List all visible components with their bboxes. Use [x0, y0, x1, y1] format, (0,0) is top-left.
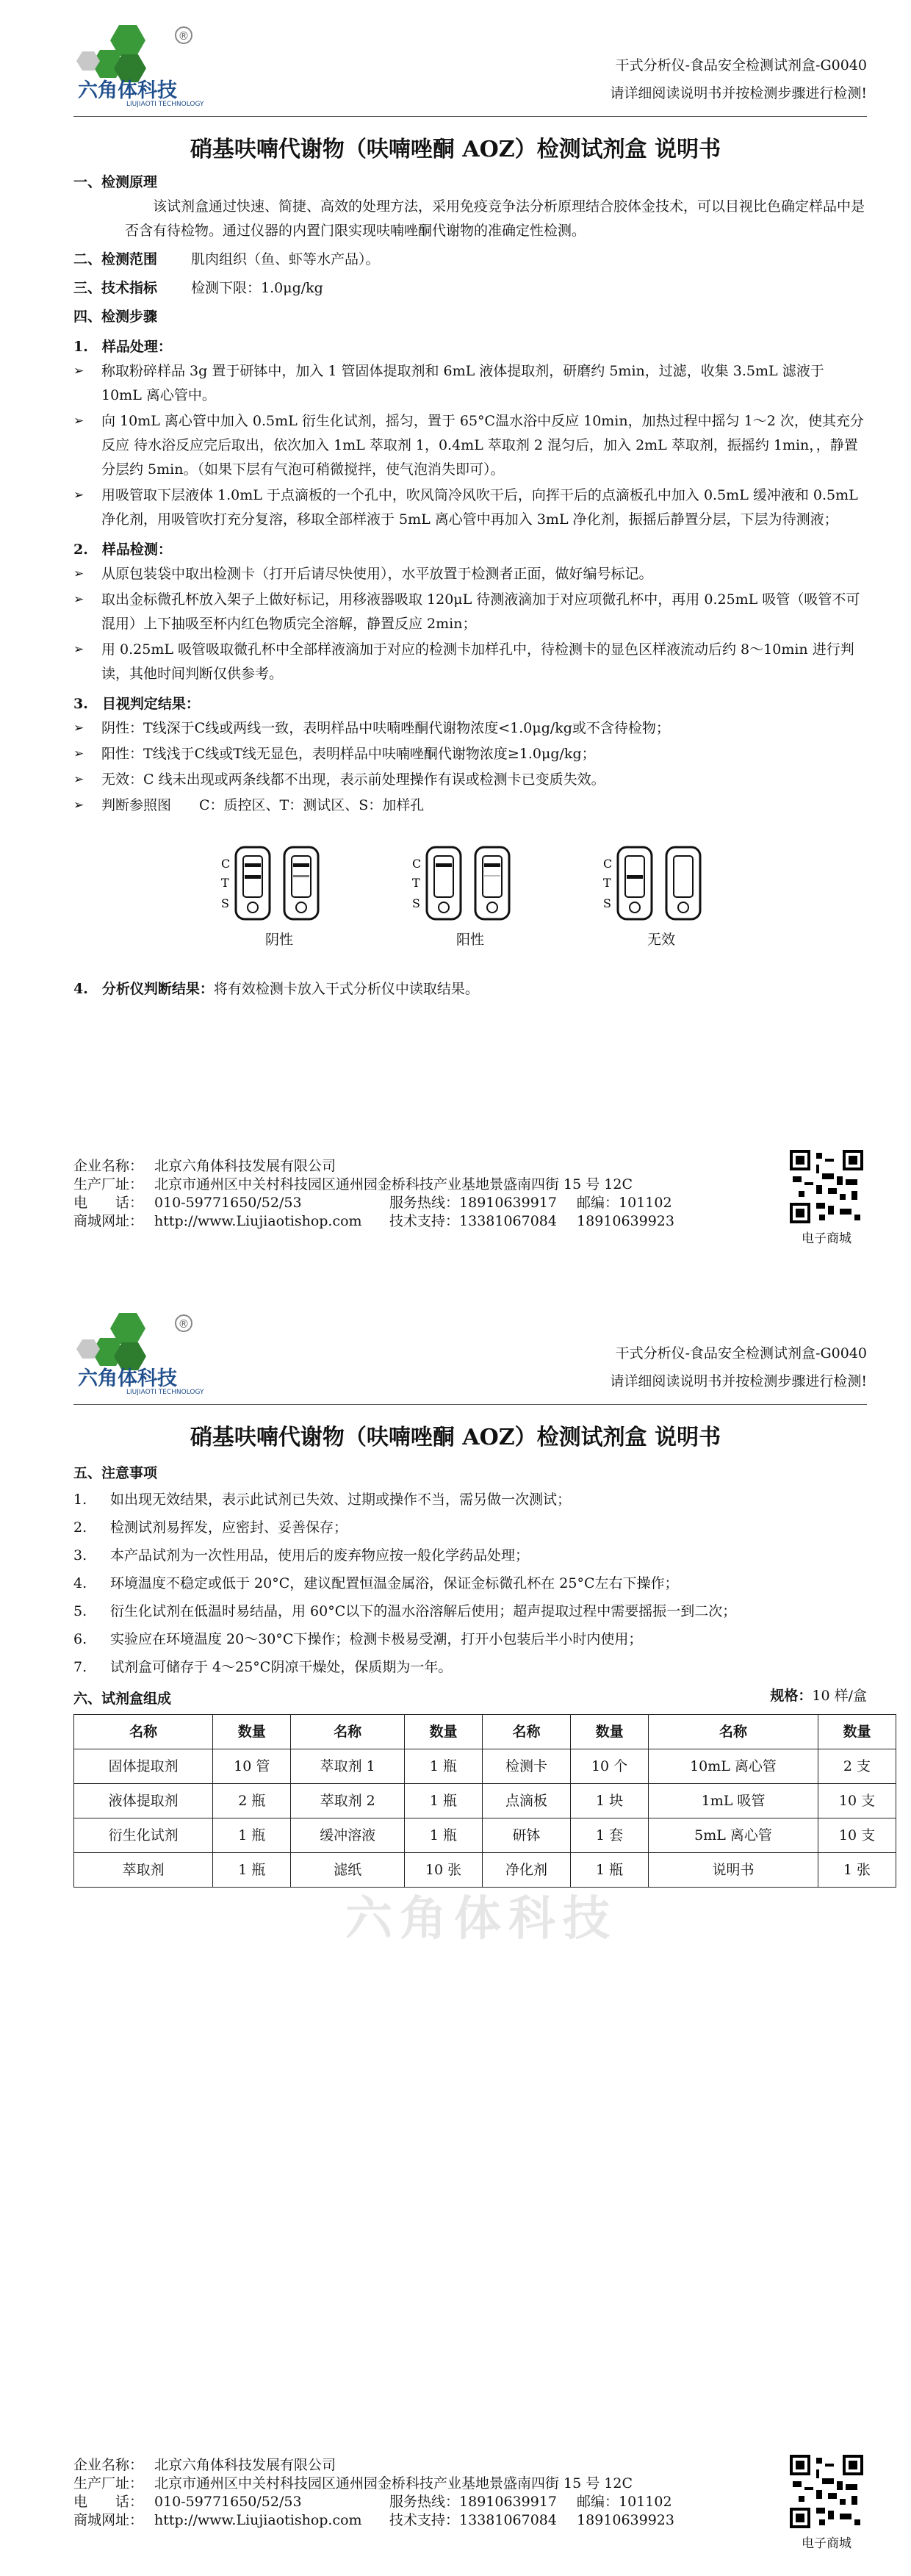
table-header-row: 名称 数量 名称 数量 名称 数量 名称 数量 — [74, 1715, 896, 1749]
step-3-title: 3. 目视判定结果： — [73, 696, 200, 712]
svg-text:六角体科技: 六角体科技 — [78, 79, 177, 102]
arrow-bullet-icon: ➢ — [73, 488, 84, 503]
svg-text:T: T — [412, 876, 420, 890]
section-3-body: 检测下限：1.0μg/kg — [191, 280, 323, 296]
page-1-content — [73, 168, 867, 1001]
document-title: 硝基呋喃代谢物（呋喃唑酮 AOZ）检测试剂盒 说明书 — [190, 1425, 721, 1450]
caption-positive: 阳性 — [455, 932, 484, 948]
table-row: 液体提取剂 2 瓶 萃取剂 2 1 瓶 点滴板 1 块 1mL 吸管 10 支 — [74, 1784, 896, 1818]
tech-support-1: 13381067084 — [459, 2512, 557, 2528]
section-3 — [73, 276, 867, 301]
table-row: 萃取剂 1 瓶 滤纸 10 张 净化剂 1 瓶 说明书 1 张 — [74, 1853, 896, 1888]
list-item: 5. 衍生化试剂在低温时易结晶，用 60°C以下的温水浴溶解后使用；超声提取过程中需要摇振一到二次； — [73, 1603, 737, 1619]
arrow-bullet-icon: ➢ — [73, 592, 84, 607]
figure-invalid — [599, 843, 724, 952]
list-item: ➢ 向 10mL 离心管中加入 0.5mL 衍生化试剂，摇匀，置于 65°C温水浴中反应 10min，加热过程中摇匀 1～2 次，使其充分反应 待水浴反应完后取出，依次加入 1mL 萃取剂 1，0.4mL 萃取剂 2 混匀后，加入 2mL 萃取剂，振摇约 1min，，静置分层约 5min。（如果下层有气泡可稍微搅拌，使气泡消失即可）。 — [73, 409, 867, 482]
shop-url[interactable]: http://www.Liujiaotishop.com — [154, 1213, 362, 1229]
kit-components-table — [73, 1714, 896, 1888]
brand-logo — [73, 21, 220, 109]
section-2-title: 二、检测范围 — [73, 251, 158, 267]
arrow-bullet-icon: ➢ — [73, 642, 84, 657]
section-4-title: 四、检测步骤 — [73, 309, 158, 325]
hexagon-logo-icon — [73, 21, 220, 109]
test-card-positive-icon — [408, 843, 533, 924]
header-divider — [73, 116, 867, 117]
figure-positive — [408, 843, 533, 952]
kit-title: 六、试剂盒组成 — [73, 1691, 172, 1707]
list-item: ➢ 阳性：T线浅于C线或T线无显色，表明样品中呋喃唑酮代谢物浓度≥1.0μg/kg； — [73, 742, 867, 766]
list-item: ➢ 判断参照图 C：质控区、T：测试区、S：加样孔 — [73, 794, 867, 818]
test-card-invalid-icon — [599, 843, 724, 924]
list-item: 4. 环境温度不稳定或低于 20°C，建议配置恒温金属浴，保证金标微孔杯在 25°C左右下操作； — [73, 1575, 679, 1591]
section-3-title: 三、技术指标 — [73, 280, 158, 296]
header-info — [610, 1339, 867, 1395]
header-line-2: 请详细阅读说明书并按检测步骤进行检测! — [610, 85, 867, 101]
svg-text:®: ® — [178, 1317, 190, 1331]
hexagon-logo-icon — [73, 1309, 220, 1397]
list-item: 2. 检测试剂易挥发，应密封、妥善保存； — [73, 1519, 348, 1536]
document-title: 硝基呋喃代谢物（呋喃唑酮 AOZ）检测试剂盒 说明书 — [190, 137, 721, 162]
telephone: 010-59771650/52/53 — [154, 2494, 302, 2510]
arrow-bullet-icon: ➢ — [73, 798, 84, 813]
section-1-title: 一、检测原理 — [73, 174, 158, 190]
step-4 — [73, 977, 867, 1001]
factory-address: 北京市通州区中关村科技园区通州园金桥科技产业基地景盛南四街 15 号 12C — [154, 2475, 633, 2492]
table-row: 衍生化试剂 1 瓶 缓冲溶液 1 瓶 研钵 1 套 5mL 离心管 10 支 — [74, 1818, 896, 1853]
svg-text:LIUJIAOTI TECHNOLOGY: LIUJIAOTI TECHNOLOGY — [126, 1389, 204, 1396]
list-item: ➢ 称取粉碎样品 3g 置于研钵中，加入 1 管固体提取剂和 6mL 液体提取剂，研磨约 5min，过滤，收集 3.5mL 滤液于 10mL 离心管中。 — [73, 359, 867, 408]
svg-text:C: C — [221, 857, 231, 871]
arrow-bullet-icon: ➢ — [73, 746, 84, 761]
service-hotline: 18910639917 — [459, 1195, 557, 1211]
list-item: ➢ 取出金标微孔杯放入架子上做好标记，用移液器吸取 120μL 待测液滴加于对应项微孔杯中，再用 0.25mL 吸管（吸管不可混用）上下抽吸至杯内红色物质完全溶解，静置反应 2min； — [73, 588, 867, 636]
caption-invalid: 无效 — [647, 932, 675, 948]
list-item: ➢ 从原包装袋中取出检测卡（打开后请尽快使用），水平放置于检测者正面，做好编号标记。 — [73, 562, 867, 586]
table-row: 固体提取剂 10 管 萃取剂 1 1 瓶 检测卡 10 个 10mL 离心管 2 支 — [74, 1749, 896, 1784]
postcode: 101102 — [619, 1195, 672, 1211]
qr-code[interactable] — [786, 1150, 867, 1246]
svg-text:®: ® — [178, 29, 190, 43]
svg-text:C: C — [603, 857, 613, 871]
list-item: ➢ 用 0.25mL 吸管吸取微孔杯中全部样液滴加于对应的检测卡加样孔中，待检测卡的显色区样液流动后约 8～10min 进行判读，其他时间判断仅供参考。 — [73, 638, 867, 686]
list-item: 7. 试剂盒可储存于 4～25°C阴凉干燥处，保质期为一年。 — [73, 1659, 453, 1675]
section-1-body: 该试剂盒通过快速、简捷、高效的处理方法，采用免疫竞争法分析原理结合胶体金技术，可以目视比色确定样品中是否含有待检物。通过仪器的内置门限实现呋喃唑酮代谢物的准确定性检测。 — [125, 198, 865, 239]
kit-spec: 规格：10 样/盒 — [770, 1688, 867, 1704]
header-info — [610, 51, 867, 107]
svg-text:T: T — [603, 876, 611, 890]
qr-code-icon — [790, 1150, 863, 1223]
factory-address: 北京市通州区中关村科技园区通州园金桥科技产业基地景盛南四街 15 号 12C — [154, 1176, 633, 1192]
svg-text:C: C — [412, 857, 422, 871]
list-item: 1. 如出现无效结果，表示此试剂已失效、过期或操作不当，需另做一次测试； — [73, 1492, 572, 1508]
notes-list — [73, 1486, 867, 1681]
svg-text:LIUJIAOTI TECHNOLOGY: LIUJIAOTI TECHNOLOGY — [126, 101, 204, 108]
footer-page-2: 企业名称： 北京六角体科技发展有限公司 生产厂址： 北京市通州区中关村科技园区通州园金桥科技产业基地景盛南四街 15 号 12C 电 话： 010-59771650/52/53 服务热线： 18910639917 邮编： 101102 商城网址： http://www.Liujiaotishop.com 技术支持： 13381067084 18910639923 — [73, 2457, 674, 2528]
watermark: 六角体科技 — [345, 1891, 617, 1946]
qr-code-icon — [790, 2455, 863, 2528]
figure-negative — [217, 843, 342, 952]
step-1-title: 1. 样品处理： — [73, 339, 172, 355]
company-name: 北京六角体科技发展有限公司 — [154, 1158, 336, 1174]
postcode: 101102 — [619, 2494, 672, 2510]
list-item: 6. 实验应在环境温度 20～30°C下操作；检测卡极易受潮，打开小包装后半小时内使用； — [73, 1631, 643, 1647]
header-line-1: 干式分析仪-食品安全检测试剂盒-G0040 — [615, 1345, 867, 1361]
step-4-title: 4. 分析仪判断结果： — [73, 981, 214, 997]
svg-text:六角体科技: 六角体科技 — [78, 1367, 177, 1390]
header-line-1: 干式分析仪-食品安全检测试剂盒-G0040 — [615, 57, 867, 73]
notes-title: 五、注意事项 — [73, 1465, 158, 1481]
qr-caption: 电子商城 — [802, 2536, 851, 2551]
list-item: ➢ 用吸管取下层液体 1.0mL 于点滴板的一个孔中，吹风筒冷风吹干后，向挥干后的点滴板孔中加入 0.5mL 缓冲液和 0.5mL 净化剂，用吸管吹打充分复溶，移取全部样液于 5mL 离心管中再加入 3mL 净化剂，振摇后静置分层，下层为待测液； — [73, 483, 867, 532]
qr-caption: 电子商城 — [802, 1231, 851, 1246]
tech-support-2: 18910639923 — [577, 1213, 674, 1229]
list-item: ➢ 阴性：T线深于C线或两线一致，表明样品中呋喃唑酮代谢物浓度<1.0μg/kg或不含待检物； — [73, 716, 867, 741]
telephone: 010-59771650/52/53 — [154, 1195, 302, 1211]
header-line-2: 请详细阅读说明书并按检测步骤进行检测! — [610, 1373, 867, 1389]
svg-text:T: T — [221, 876, 229, 890]
list-item: ➢ 无效：C 线未出现或两条线都不出现，表示前处理操作有误或检测卡已变质失效。 — [73, 768, 867, 792]
tech-support-2: 18910639923 — [577, 2512, 674, 2528]
test-card-negative-icon — [217, 843, 342, 924]
footer-page-1: 企业名称： 北京六角体科技发展有限公司 生产厂址： 北京市通州区中关村科技园区通州园金桥科技产业基地景盛南四街 15 号 12C 电 话： 010-59771650/52/53 服务热线： 18910639917 邮编： 101102 商城网址： http://www.Liujiaotishop.com 技术支持： 13381067084 18910639923 — [73, 1158, 674, 1229]
company-name: 北京六角体科技发展有限公司 — [154, 2457, 336, 2473]
step-2-title: 2. 样品检测： — [73, 542, 172, 558]
arrow-bullet-icon: ➢ — [73, 721, 84, 735]
service-hotline: 18910639917 — [459, 2494, 557, 2510]
shop-url[interactable]: http://www.Liujiaotishop.com — [154, 2512, 362, 2528]
judgement-reference-figure — [73, 843, 867, 952]
header-divider — [73, 1404, 867, 1405]
caption-negative: 阴性 — [264, 932, 293, 948]
arrow-bullet-icon: ➢ — [73, 772, 84, 787]
list-item: 3. 本产品试剂为一次性用品，使用后的废弃物应按一般化学药品处理； — [73, 1547, 530, 1564]
section-2 — [73, 248, 867, 272]
svg-text:S: S — [412, 896, 420, 910]
arrow-bullet-icon: ➢ — [73, 566, 84, 581]
step-4-body: 将有效检测卡放入干式分析仪中读取结果。 — [213, 981, 479, 997]
tech-support-1: 13381067084 — [459, 1213, 557, 1229]
arrow-bullet-icon: ➢ — [73, 364, 84, 378]
kit-header — [73, 1684, 867, 1711]
arrow-bullet-icon: ➢ — [73, 414, 84, 428]
page-2-content — [73, 1458, 876, 1888]
brand-logo — [73, 1309, 220, 1397]
section-2-body: 肌肉组织（鱼、虾等水产品）。 — [191, 251, 380, 267]
svg-text:S: S — [603, 896, 611, 910]
svg-text:S: S — [221, 896, 229, 910]
qr-code[interactable] — [786, 2455, 867, 2551]
